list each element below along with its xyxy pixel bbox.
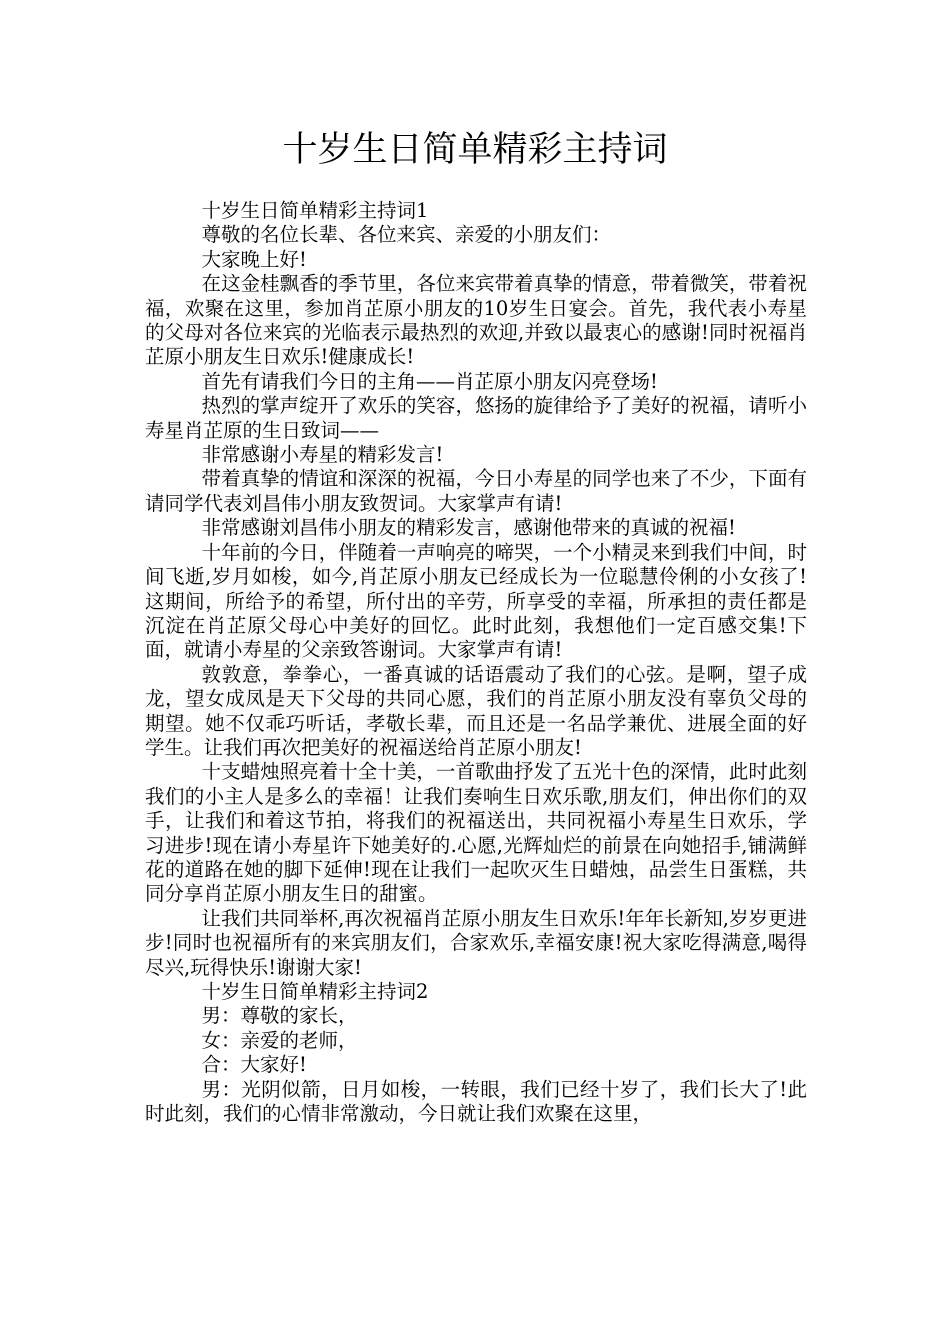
paragraph: 尊敬的名位长辈、各位来宾、亲爱的小朋友们： (201, 223, 612, 247)
document-body (145, 199, 807, 1126)
paragraph: 首先有请我们今日的主角——肖芷原小朋友闪亮登场! (201, 369, 658, 393)
paragraph: 女：亲爱的老师， (201, 1028, 358, 1052)
paragraph: 带着真挚的情谊和深深的祝福，今日小寿星的同学也来了不少，下面有请同学代表刘昌伟小朋友致贺词。大家掌声有请! (145, 467, 807, 515)
paragraph: 非常感谢小寿星的精彩发言! (201, 443, 444, 467)
paragraph: 大家晚上好! (201, 247, 307, 271)
paragraph: 敦敦意，拳拳心，一番真诚的话语震动了我们的心弦。是啊，望子成龙，望女成凤是天下父母的共同心愿，我们的肖芷原小朋友没有辜负父母的期望。她不仅乖巧听话，孝敬长辈，而且还是一名品学兼优、进展全面的好学生。让我们再次把美好的祝福送给肖芷原小朋友! (145, 662, 807, 759)
paragraph: 男：尊敬的家长， (201, 1004, 358, 1028)
paragraph: 十岁生日简单精彩主持词2 (201, 980, 429, 1003)
paragraph: 合：大家好! (201, 1053, 307, 1077)
paragraph: 热烈的掌声绽开了欢乐的笑容，悠扬的旋律给予了美好的祝福，请听小寿星肖芷原的生日致词—— (145, 394, 807, 442)
paragraph: 让我们共同举杯,再次祝福肖芷原小朋友生日欢乐!年年长新知,岁岁更进步!同时也祝福所有的来宾朋友们，合家欢乐,幸福安康!祝大家吃得满意,喝得尽兴,玩得快乐!谢谢大家! (145, 906, 807, 979)
paragraph: 在这金桂飘香的季节里，各位来宾带着真挚的情意，带着微笑，带着祝福，欢聚在这里，参加肖芷原小朋友的10岁生日宴会。首先，我代表小寿星的父母对各位来宾的光临表示最热烈的欢迎,并致以最衷心的感谢!同时祝福肖芷原小朋友生日欢乐!健康成长! (145, 272, 807, 369)
paragraph: 十年前的今日，伴随着一声响亮的啼哭，一个小精灵来到我们中间，时间飞逝,岁月如梭，如今,肖芷原小朋友已经成长为一位聪慧伶俐的小女孩了!这期间，所给予的希望，所付出的辛劳，所享受的幸福，所承担的责任都是沉淀在肖芷原父母心中美好的回忆。此时此刻，我想他们一定百感交集!下面，就请小寿星的父亲致答谢词。大家掌声有请! (145, 540, 807, 662)
paragraph: 十支蜡烛照亮着十全十美，一首歌曲抒发了五光十色的深情，此时此刻我们的小主人是多么的幸福！让我们奏响生日欢乐歌,朋友们，伸出你们的双手，让我们和着这节拍，将我们的祝福送出，共同祝福小寿星生日欢乐，学习进步!现在请小寿星许下她美好的.心愿,光辉灿烂的前景在向她招手,铺满鲜花的道路在她的脚下延伸!现在让我们一起吹灭生日蜡烛，品尝生日蛋糕，共同分享肖芷原小朋友生日的甜蜜。 (145, 760, 807, 906)
paragraph: 十岁生日简单精彩主持词1 (201, 199, 429, 222)
document-title: 十岁生日简单精彩主持词 (282, 130, 668, 170)
paragraph: 男：光阴似箭，日月如梭，一转眼，我们已经十岁了，我们长大了!此时此刻，我们的心情非常激动，今日就让我们欢聚在这里， (145, 1077, 807, 1126)
paragraph: 非常感谢刘昌伟小朋友的精彩发言，感谢他带来的真诚的祝福! (201, 516, 736, 540)
